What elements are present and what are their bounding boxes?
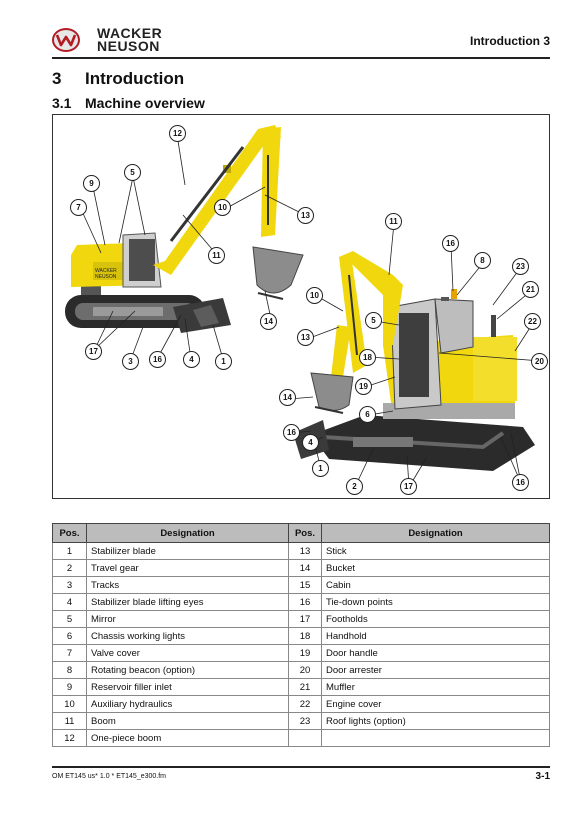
table-cell: Tie-down points <box>322 594 550 611</box>
table-cell: Door handle <box>322 645 550 662</box>
table-cell: 5 <box>53 611 87 628</box>
table-cell: Travel gear <box>87 560 289 577</box>
callout-9: 9 <box>83 175 100 192</box>
table-cell: Handhold <box>322 628 550 645</box>
table-row <box>53 543 550 560</box>
table-cell: 17 <box>289 611 322 628</box>
table-cell: Rotating beacon (option) <box>87 662 289 679</box>
callout-8: 8 <box>474 252 491 269</box>
callout-12: 12 <box>169 125 186 142</box>
callout-11: 11 <box>208 247 225 264</box>
callout-2: 2 <box>346 478 363 495</box>
callout-16: 16 <box>283 424 300 441</box>
table-row <box>53 594 550 611</box>
table-cell: 20 <box>289 662 322 679</box>
table-cell: 16 <box>289 594 322 611</box>
table-cell: 9 <box>53 679 87 696</box>
footer-divider <box>52 766 550 768</box>
section-title: Machine overview <box>85 95 205 111</box>
table-cell: 11 <box>53 713 87 730</box>
table-row <box>53 679 550 696</box>
table-cell: 13 <box>289 543 322 560</box>
callout-5: 5 <box>124 164 141 181</box>
header-divider <box>52 57 550 59</box>
callout-1: 1 <box>215 353 232 370</box>
table-cell: Chassis working lights <box>87 628 289 645</box>
chapter-heading <box>52 69 184 89</box>
table-cell: Tracks <box>87 577 289 594</box>
table-cell: Roof lights (option) <box>322 713 550 730</box>
table-cell <box>322 730 550 747</box>
table-row <box>53 560 550 577</box>
col-header-pos: Pos. <box>53 524 87 543</box>
page-number: 3-1 <box>535 771 550 782</box>
callout-22: 22 <box>524 313 541 330</box>
callout-19: 19 <box>355 378 372 395</box>
table-cell: Stick <box>322 543 550 560</box>
callout-14: 14 <box>279 389 296 406</box>
table-cell: Auxiliary hydraulics <box>87 696 289 713</box>
col-header-designation: Designation <box>322 524 550 543</box>
table-cell: 1 <box>53 543 87 560</box>
table-row <box>53 730 550 747</box>
table-cell: Stabilizer blade lifting eyes <box>87 594 289 611</box>
callout-16: 16 <box>512 474 529 491</box>
table-cell: Footholds <box>322 611 550 628</box>
table-cell: 7 <box>53 645 87 662</box>
callout-4: 4 <box>183 351 200 368</box>
callout-6: 6 <box>359 406 376 423</box>
table-cell: Muffler <box>322 679 550 696</box>
table-row <box>53 611 550 628</box>
logo-wordmark <box>97 27 162 53</box>
table-row <box>53 713 550 730</box>
callout-3: 3 <box>122 353 139 370</box>
callout-11: 11 <box>385 213 402 230</box>
callout-17: 17 <box>400 478 417 495</box>
callout-23: 23 <box>512 258 529 275</box>
position-designation-table <box>52 523 550 747</box>
table-cell: Reservoir filler inlet <box>87 679 289 696</box>
table-cell: Stabilizer blade <box>87 543 289 560</box>
footer-file-reference: OM ET145 us* 1.0 * ET145_e300.fm <box>52 773 167 780</box>
callout-13: 13 <box>297 329 314 346</box>
table-cell: 14 <box>289 560 322 577</box>
table-cell: Cabin <box>322 577 550 594</box>
wacker-neuson-logo <box>52 26 192 56</box>
running-header: Introduction 3 <box>470 34 550 48</box>
table-cell <box>289 730 322 747</box>
table-cell: 15 <box>289 577 322 594</box>
callout-16: 16 <box>149 351 166 368</box>
table-row <box>53 577 550 594</box>
chapter-number: 3 <box>52 69 62 88</box>
table-cell: One-piece boom <box>87 730 289 747</box>
callout-20: 20 <box>531 353 548 370</box>
callout-7: 7 <box>70 199 87 216</box>
callout-1: 1 <box>312 460 329 477</box>
table-header-row <box>53 524 550 543</box>
callout-14: 14 <box>260 313 277 330</box>
section-heading <box>52 95 205 111</box>
table-cell: 6 <box>53 628 87 645</box>
logo-line-2: NEUSON <box>97 38 160 54</box>
table-cell: Bucket <box>322 560 550 577</box>
callout-10: 10 <box>214 199 231 216</box>
callout-21: 21 <box>522 281 539 298</box>
table-cell: Mirror <box>87 611 289 628</box>
table-cell: 8 <box>53 662 87 679</box>
table-cell: 21 <box>289 679 322 696</box>
table-cell: 19 <box>289 645 322 662</box>
machine-overview-figure <box>52 114 550 499</box>
table-cell: Boom <box>87 713 289 730</box>
col-header-designation: Designation <box>87 524 289 543</box>
table-cell: 10 <box>53 696 87 713</box>
table-cell: Door arrester <box>322 662 550 679</box>
table-cell: Engine cover <box>322 696 550 713</box>
table-cell: 18 <box>289 628 322 645</box>
callout-17: 17 <box>85 343 102 360</box>
table-row <box>53 696 550 713</box>
table-cell: 23 <box>289 713 322 730</box>
svg-text:WACKER: WACKER <box>95 268 117 274</box>
col-header-pos: Pos. <box>289 524 322 543</box>
logo-badge-icon <box>52 28 80 52</box>
table-cell: 12 <box>53 730 87 747</box>
svg-text:NEUSON: NEUSON <box>95 274 117 280</box>
callout-5: 5 <box>365 312 382 329</box>
table-cell: 3 <box>53 577 87 594</box>
callout-10: 10 <box>306 287 323 304</box>
table-cell: 4 <box>53 594 87 611</box>
section-number: 3.1 <box>52 95 72 111</box>
chapter-title: Introduction <box>85 69 185 88</box>
callout-18: 18 <box>359 349 376 366</box>
table-cell: 22 <box>289 696 322 713</box>
callout-16: 16 <box>442 235 459 252</box>
table-cell: 2 <box>53 560 87 577</box>
callout-13: 13 <box>297 207 314 224</box>
callout-4: 4 <box>302 434 319 451</box>
logo-line-1: WACKER <box>97 25 163 41</box>
page-header <box>52 26 550 56</box>
table-row <box>53 645 550 662</box>
table-row <box>53 628 550 645</box>
table-cell: Valve cover <box>87 645 289 662</box>
table-body <box>53 543 550 747</box>
table-row <box>53 662 550 679</box>
right-excavator-drawing <box>293 251 535 471</box>
